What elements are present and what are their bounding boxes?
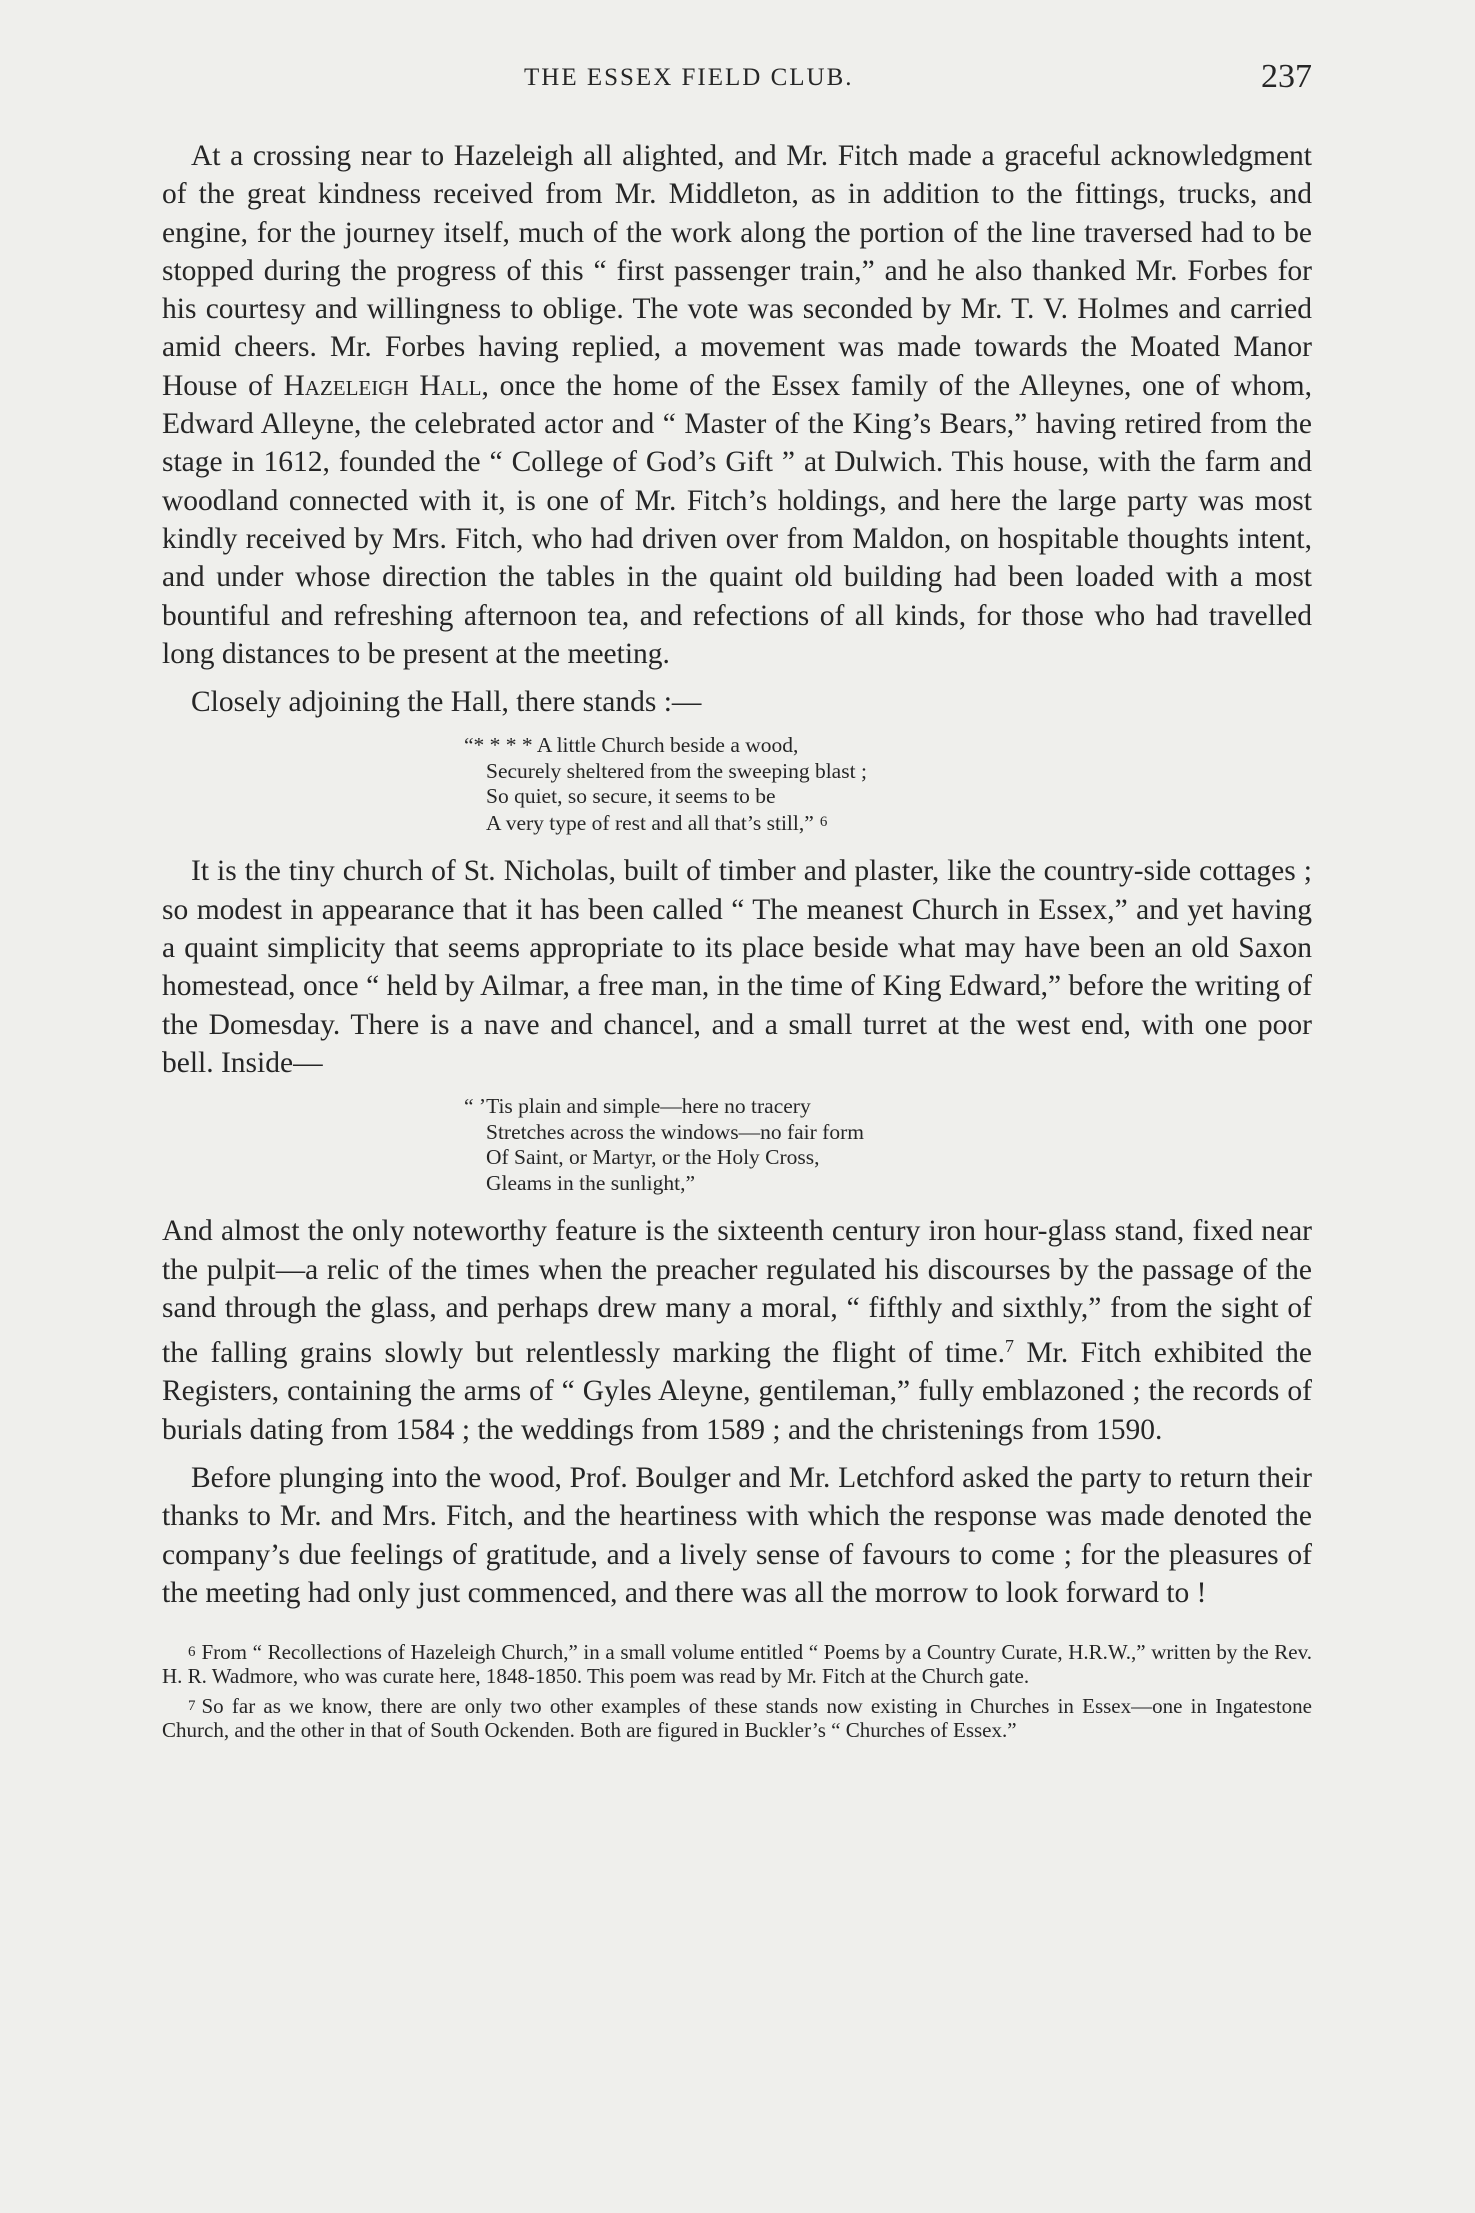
paragraph-text: once the home of the Essex family of the Alleynes, one of whom, Edward Alleyne, the celebrated actor and “ Master of the King’s Bears,” having retired from the stage in 1612, founded the “ College of God’s Gift ” at Dulwich. This house, with the farm and woodland connected with it, is one of Mr. Fitch’s holdings, and here the large party was most kindly received by Mrs. Fitch, who had driven over from Maldon, on hospitable thoughts intent, and under whose direction the tables in the quaint old building had been loaded with a most bountiful and refreshing afternoon tea, and refections of all kinds, for those who had travelled long distances to be present at the meeting.	[162, 369, 1313, 670]
verse-line: “ ’Tis plain and simple—here no tracery	[464, 1094, 811, 1119]
verse-line: Securely sheltered from the sweeping blast ;	[486, 758, 867, 783]
paragraph-church-of-st-nicholas: It is the tiny church of St. Nicholas, built of timber and plaster, like the country-side cottages ; so modest in appearance that it has been called “ The meanest Church in Essex,” and yet having a quaint simplicity that seems appropriate to its place beside what may have been an old Saxon homestead, once “ held by Ailmar, a free man, in the time of King Edward,” before the writing of the Domesday. There is a nave and chancel, and a small turret at the west end, with one poor bell. Inside—	[162, 855, 1312, 1079]
page-header	[162, 58, 1312, 102]
footnote-text: So far as we know, there are only two other examples of these stands now existing in Churches in Essex—one in Ingatestone Church, and the other in that of South Ockenden. Both are figured in Buckler’s “ Churches of Essex.”	[162, 1694, 1312, 1743]
verse-quotation-2	[464, 1094, 1312, 1196]
footnote-reference: 6	[819, 813, 828, 830]
footnote-number: 7	[188, 1698, 196, 1715]
place-name-small-caps: Hazeleigh Hall,	[283, 369, 489, 402]
paragraph-text: Mr. Fitch exhibited the Registers, containing the arms of “ Gyles Aleyne, gentileman,” fully emblazoned ; the records of burials dating from 1584 ; the weddings from 1589 ; and the christenings from 1590.	[162, 1337, 1312, 1446]
footnote-number: 6	[188, 1644, 196, 1661]
paragraph-hour-glass-stand	[162, 1212, 1312, 1449]
paragraph-hazeleigh-hall	[162, 137, 1312, 673]
paragraph-text: And almost the only noteworthy feature is the sixteenth century iron hour-glass stand, fixed near the pulpit—a relic of the times when the preacher regulated his discourses by the passage of the sand through the glass, and perhaps drew many a moral, “ fifthly and sixthly,” from the sight of the falling grains slowly but relentlessly marking the flight of time.	[162, 1215, 1312, 1370]
verse-line: Of Saint, or Martyr, or the Holy Cross,	[486, 1145, 820, 1170]
footnote-6	[162, 1640, 1312, 1688]
verse-line: Gleams in the sunlight,”	[486, 1170, 695, 1195]
footnote-reference: 7	[1004, 1336, 1014, 1357]
footnotes	[162, 1640, 1312, 1742]
verse-line	[464, 810, 1312, 837]
verse-line: “* * * * A little Church beside a wood,	[464, 733, 799, 758]
verse-line: Stretches across the windows—no fair form	[486, 1119, 864, 1144]
paragraph-closely-adjoining: Closely adjoining the Hall, there stands :—	[191, 686, 702, 719]
verse-quotation-1	[464, 733, 1312, 836]
footnote-text: From “ Recollections of Hazeleigh Church,” in a small volume entitled “ Poems by a Country Curate, H.R.W.,” written by the Rev. H. R. Wadmore, who was curate here, 1848-1850. This poem was read by Mr. Fitch at the Church gate.	[162, 1640, 1312, 1689]
footnote-7	[162, 1694, 1312, 1742]
page-number: 237	[1261, 58, 1312, 95]
paragraph-text: At a crossing near to Hazeleigh all alighted, and Mr. Fitch made a graceful acknowledgment of the great kindness received from Mr. Middleton, as in addition to the fittings, trucks, and engine, for the journey itself, much of the work along the portion of the line traversed had to be stopped during the progress of this “ first passenger train,” and he also thanked Mr. Forbes for his courtesy and willingness to oblige. The vote was seconded by Mr. T. V. Holmes and carried amid cheers. Mr. Forbes having replied, a movement was made towards the Moated Manor House of	[162, 140, 1312, 402]
verse-line: So quiet, so secure, it seems to be	[486, 784, 776, 809]
verse-line-text: A very type of rest and all that’s still,”	[486, 810, 814, 835]
running-title: THE ESSEX FIELD CLUB.	[524, 64, 854, 91]
paragraph-before-plunging: Before plunging into the wood, Prof. Boulger and Mr. Letchford asked the party to return their thanks to Mr. and Mrs. Fitch, and the heartiness with which the response was made denoted the company’s due feelings of gratitude, and a lively sense of favours to come ; for the pleasures of the meeting had only just commenced, and there was all the morrow to look forward to !	[162, 1462, 1312, 1609]
page-body	[162, 137, 1312, 1748]
